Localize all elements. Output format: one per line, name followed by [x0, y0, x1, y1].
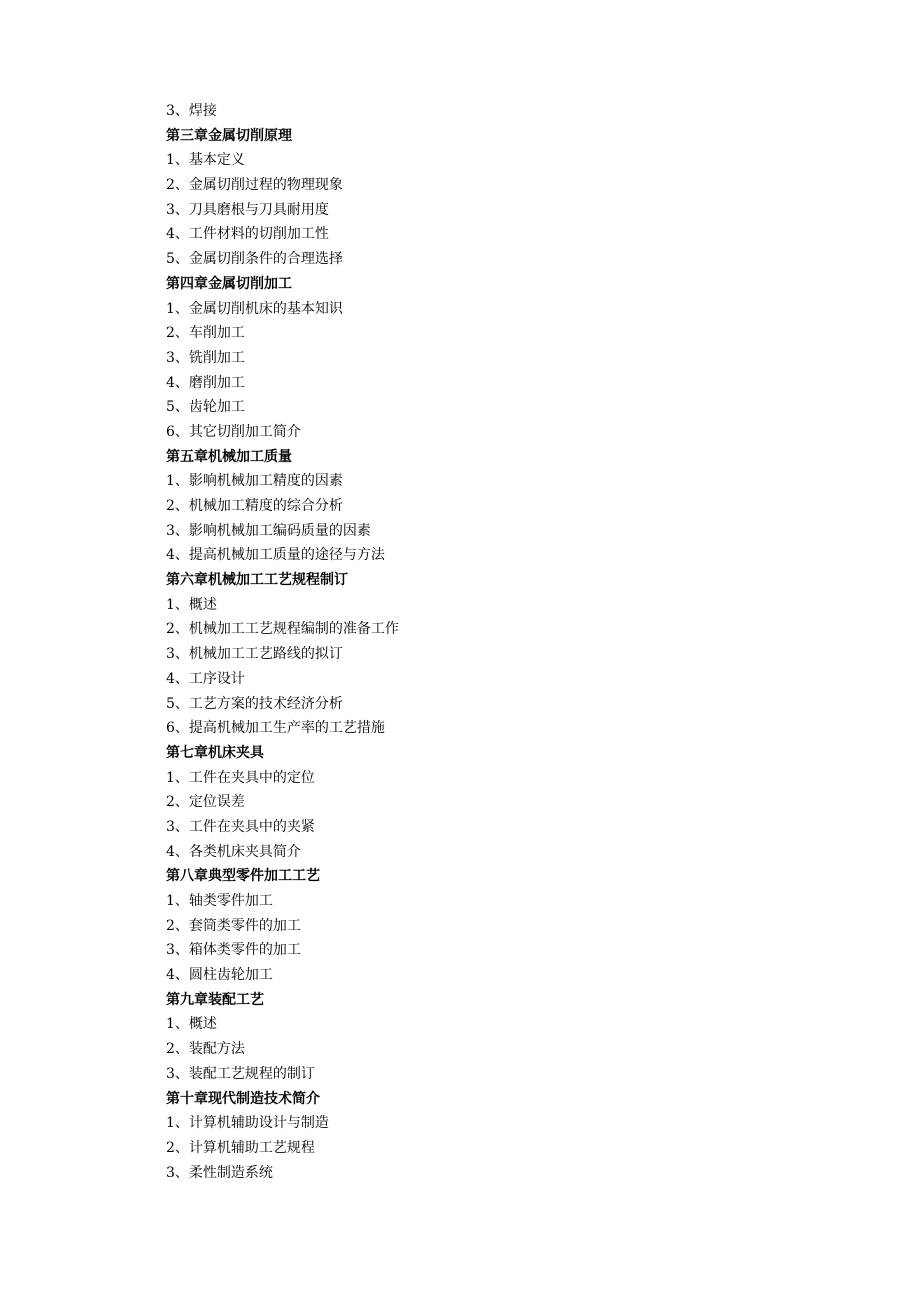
chapter-heading: 第三章金属切削原理 — [166, 127, 292, 144]
chapter-heading: 第四章金属切削加工 — [166, 275, 292, 292]
section-item: 6、其它切削加工简介 — [166, 423, 301, 440]
section-item: 1、轴类零件加工 — [166, 893, 273, 909]
section-item: 3、箱体类零件的加工 — [166, 942, 301, 959]
section-item: 2、金属切削过程的物理现象 — [166, 177, 343, 194]
chapter-heading: 第八章典型零件加工工艺 — [166, 868, 320, 885]
section-item: 2、计算机辅助工艺规程 — [166, 1139, 315, 1156]
chapter-heading: 第五章机械加工质量 — [166, 448, 292, 465]
section-item: 2、机械加工精度的综合分析 — [166, 498, 343, 514]
section-item: 2、套筒类零件的加工 — [166, 917, 301, 934]
section-item: 3、影响机械加工编码质量的因素 — [166, 522, 371, 539]
section-item: 5、齿轮加工 — [166, 399, 245, 416]
section-item: 4、磨削加工 — [166, 374, 245, 391]
section-item: 2、装配方法 — [166, 1041, 245, 1058]
section-item: 4、圆柱齿轮加工 — [166, 967, 273, 984]
section-item: 4、各类机床夹具简介 — [166, 843, 301, 860]
section-item: 2、机械加工工艺规程编制的准备工作 — [166, 621, 399, 638]
section-item: 2、定位误差 — [166, 794, 245, 811]
section-item: 2、车削加工 — [166, 325, 245, 342]
section-item: 4、工件材料的切削加工性 — [166, 226, 329, 243]
section-item: 3、装配工艺规程的制订 — [166, 1065, 315, 1082]
chapter-heading: 第六章机械加工工艺规程制订 — [166, 572, 348, 589]
section-item: 1、概述 — [166, 1016, 217, 1033]
section-item: 3、柔性制造系统 — [166, 1164, 273, 1181]
section-item: 1、计算机辅助设计与制造 — [166, 1115, 329, 1132]
section-item: 1、工件在夹具中的定位 — [166, 769, 315, 786]
section-item: 4、工序设计 — [166, 670, 245, 687]
chapter-heading: 第七章机床夹具 — [166, 744, 264, 761]
document-page — [166, 99, 866, 1185]
section-item: 1、金属切削机床的基本知识 — [166, 300, 343, 317]
section-item: 3、焊接 — [166, 103, 217, 119]
section-item: 5、工艺方案的技术经济分析 — [166, 695, 343, 712]
section-item: 3、工件在夹具中的夹紧 — [166, 818, 315, 835]
section-item: 4、提高机械加工质量的途径与方法 — [166, 547, 385, 564]
section-item: 5、金属切削条件的合理选择 — [166, 251, 343, 268]
chapter-heading: 第九章装配工艺 — [166, 991, 264, 1008]
section-item: 6、提高机械加工生产率的工艺措施 — [166, 720, 385, 737]
section-item: 1、概述 — [166, 596, 217, 613]
section-item: 3、铣削加工 — [166, 349, 245, 366]
section-item: 3、机械加工工艺路线的拟订 — [166, 646, 343, 663]
chapter-heading: 第十章现代制造技术简介 — [166, 1090, 320, 1107]
section-item: 1、影响机械加工精度的因素 — [166, 473, 343, 490]
section-item: 1、基本定义 — [166, 152, 245, 169]
section-item: 3、刀具磨根与刀具耐用度 — [166, 201, 329, 218]
